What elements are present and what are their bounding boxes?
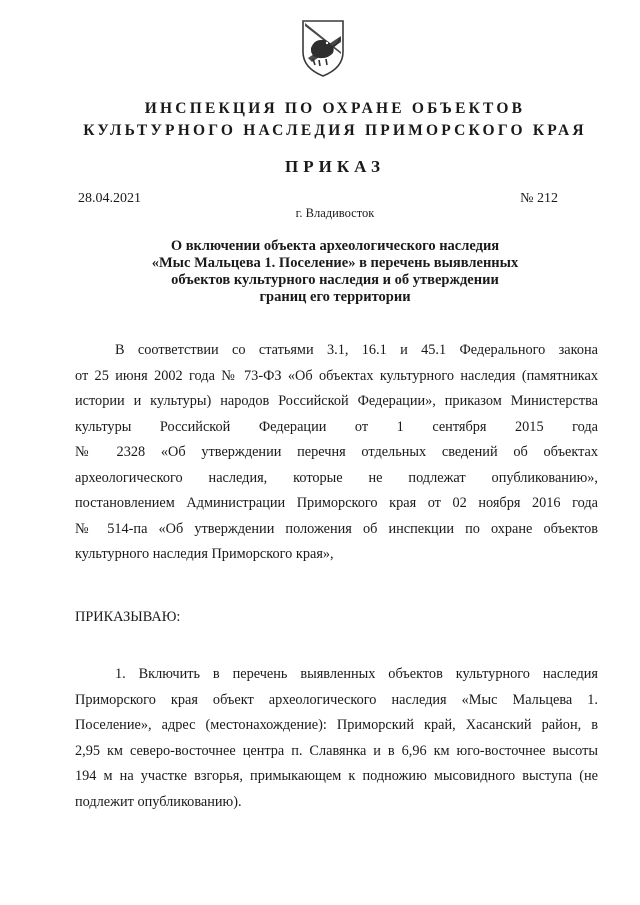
- preamble-paragraph: [75, 338, 598, 568]
- paragraph-line: № 514-па «Об утверждении положения об инспекции по охране объектов: [75, 520, 598, 537]
- document-number: № 212: [520, 191, 558, 206]
- document-date: 28.04.2021: [78, 191, 141, 206]
- clause-1-paragraph: [75, 662, 598, 815]
- heading-line: объектов культурного наследия и об утверждении: [171, 272, 499, 288]
- order-directive: ПРИКАЗЫВАЮ:: [75, 609, 181, 625]
- paragraph-line: 1. Включить в перечень выявленных объектов культурного наследия: [115, 666, 598, 682]
- paragraph-line: истории и культуры) народов Российской Федерации», приказом Министерства: [75, 393, 598, 409]
- paragraph-line: культурного наследия Приморского края»,: [75, 546, 334, 562]
- document-city: г. Владивосток: [295, 206, 375, 220]
- heading-line: О включении объекта археологического наследия: [170, 238, 500, 254]
- paragraph-line: археологического наследия, которые не подлежат опубликованию»,: [75, 469, 598, 486]
- document-heading: [120, 238, 550, 306]
- organization-name-line1: ИНСПЕКЦИЯ ПО ОХРАНЕ ОБЪЕКТОВ: [144, 100, 526, 117]
- paragraph-line: от 25 июня 2002 года № 73-ФЗ «Об объектах культурного наследия (памятниках: [75, 367, 598, 384]
- paragraph-line: подлежит опубликованию).: [75, 793, 242, 810]
- paragraph-line: № 2328 «Об утверждении перечня отдельных сведений об объектах: [75, 444, 598, 460]
- paragraph-line: 2,95 км северо-восточнее центра п. Славянка и в 6,96 км юго-восточнее высоты: [75, 742, 598, 759]
- paragraph-line: В соответствии со статьями 3.1, 16.1 и 45.1 Федерального закона: [115, 342, 598, 358]
- paragraph-line: 194 м на участке взгорья, примыкающем к подножию мысовидного выступа (не: [75, 768, 598, 784]
- paragraph-line: Приморского края объект археологического наследия «Мыс Мальцева 1.: [75, 691, 598, 708]
- organization-name-line2: КУЛЬТУРНОГО НАСЛЕДИЯ ПРИМОРСКОГО КРАЯ: [83, 122, 587, 139]
- paragraph-line: постановлением Администрации Приморского края от 02 ноября 2016 года: [75, 495, 598, 511]
- document-title: ПРИКАЗ: [285, 157, 385, 176]
- heading-line: границ его территории: [259, 289, 411, 305]
- heading-line: «Мыс Мальцева 1. Поселение» в перечень выявленных: [151, 255, 519, 271]
- paragraph-line: культуры Российской Федерации от 1 сентября 2015 года: [75, 418, 598, 435]
- paragraph-line: Поселение», адрес (местонахождение): Приморский край, Хасанский район, в: [75, 717, 598, 733]
- coat-of-arms-icon: [300, 18, 346, 78]
